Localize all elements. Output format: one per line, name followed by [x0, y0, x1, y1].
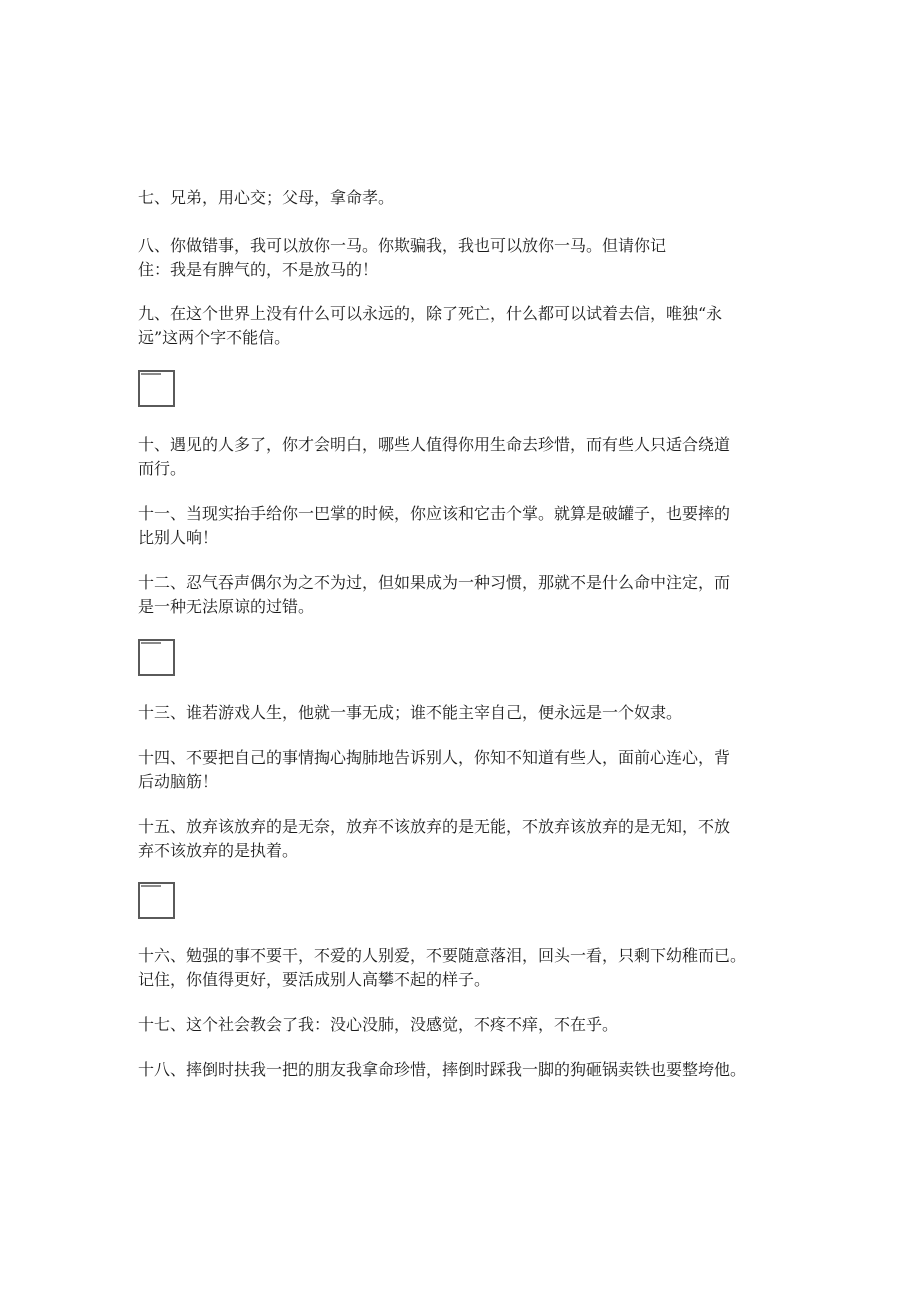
image-placeholder-icon — [138, 370, 175, 407]
paragraph-10 — [138, 433, 783, 481]
text-line: 十六、勉强的事不要干，不爱的人别爱，不要随意落泪，回头一看，只剩下幼稚而已。 — [138, 946, 747, 965]
image-placeholder-icon — [138, 882, 175, 919]
image-placeholder-icon — [138, 639, 175, 676]
paragraph-17 — [138, 1013, 783, 1037]
text-line: 是一种无法原谅的过错。 — [138, 597, 315, 616]
text-line: 后动脑筋！ — [138, 772, 219, 791]
text-line: 远”这两个字不能信。 — [138, 328, 291, 347]
paragraph-7 — [138, 186, 783, 210]
text-line: 十七、这个社会教会了我：没心没肺，没感觉，不疼不痒，不在乎。 — [138, 1015, 619, 1034]
text-line: 十四、不要把自己的事情掏心掏肺地告诉别人，你知不知道有些人，面前心连心，背 — [138, 748, 731, 767]
text-line: 弃不该放弃的是执着。 — [138, 841, 299, 860]
text-line: 记住，你值得更好，要活成别人高攀不起的样子。 — [138, 970, 491, 989]
text-line: 十、遇见的人多了，你才会明白，哪些人值得你用生命去珍惜，而有些人只适合绕道 — [138, 435, 731, 454]
paragraph-13 — [138, 701, 783, 725]
paragraph-18 — [138, 1058, 783, 1082]
text-line: 比别人响！ — [138, 528, 219, 547]
paragraph-15 — [138, 815, 783, 863]
paragraph-12 — [138, 571, 783, 619]
text-line: 十五、放弃该放弃的是无奈，放弃不该放弃的是无能，不放弃该放弃的是无知，不放 — [138, 817, 731, 836]
text-line: 十三、谁若游戏人生，他就一事无成；谁不能主宰自己，便永远是一个奴隶。 — [138, 703, 683, 722]
text-line: 八、你做错事，我可以放你一马。你欺骗我，我也可以放你一马。但请你记 — [138, 236, 667, 255]
paragraph-11 — [138, 502, 783, 550]
paragraph-9 — [138, 302, 783, 350]
paragraph-14 — [138, 746, 783, 794]
text-line: 十八、摔倒时扶我一把的朋友我拿命珍惜，摔倒时踩我一脚的狗砸锅卖铁也要整垮他。 — [138, 1060, 747, 1079]
paragraph-16 — [138, 944, 783, 992]
text-line: 九、在这个世界上没有什么可以永远的，除了死亡，什么都可以试着去信，唯独“永 — [138, 304, 723, 323]
text-line: 十二、忍气吞声偶尔为之不为过，但如果成为一种习惯，那就不是什么命中注定，而 — [138, 573, 731, 592]
text-line: 而行。 — [138, 459, 187, 478]
text-line: 十一、当现实抬手给你一巴掌的时候，你应该和它击个掌。就算是破罐子，也要摔的 — [138, 504, 731, 523]
paragraph-8 — [138, 234, 783, 282]
text-line: 住：我是有脾气的，不是放马的！ — [138, 260, 379, 279]
text-line: 七、兄弟，用心交；父母，拿命孝。 — [138, 188, 395, 207]
